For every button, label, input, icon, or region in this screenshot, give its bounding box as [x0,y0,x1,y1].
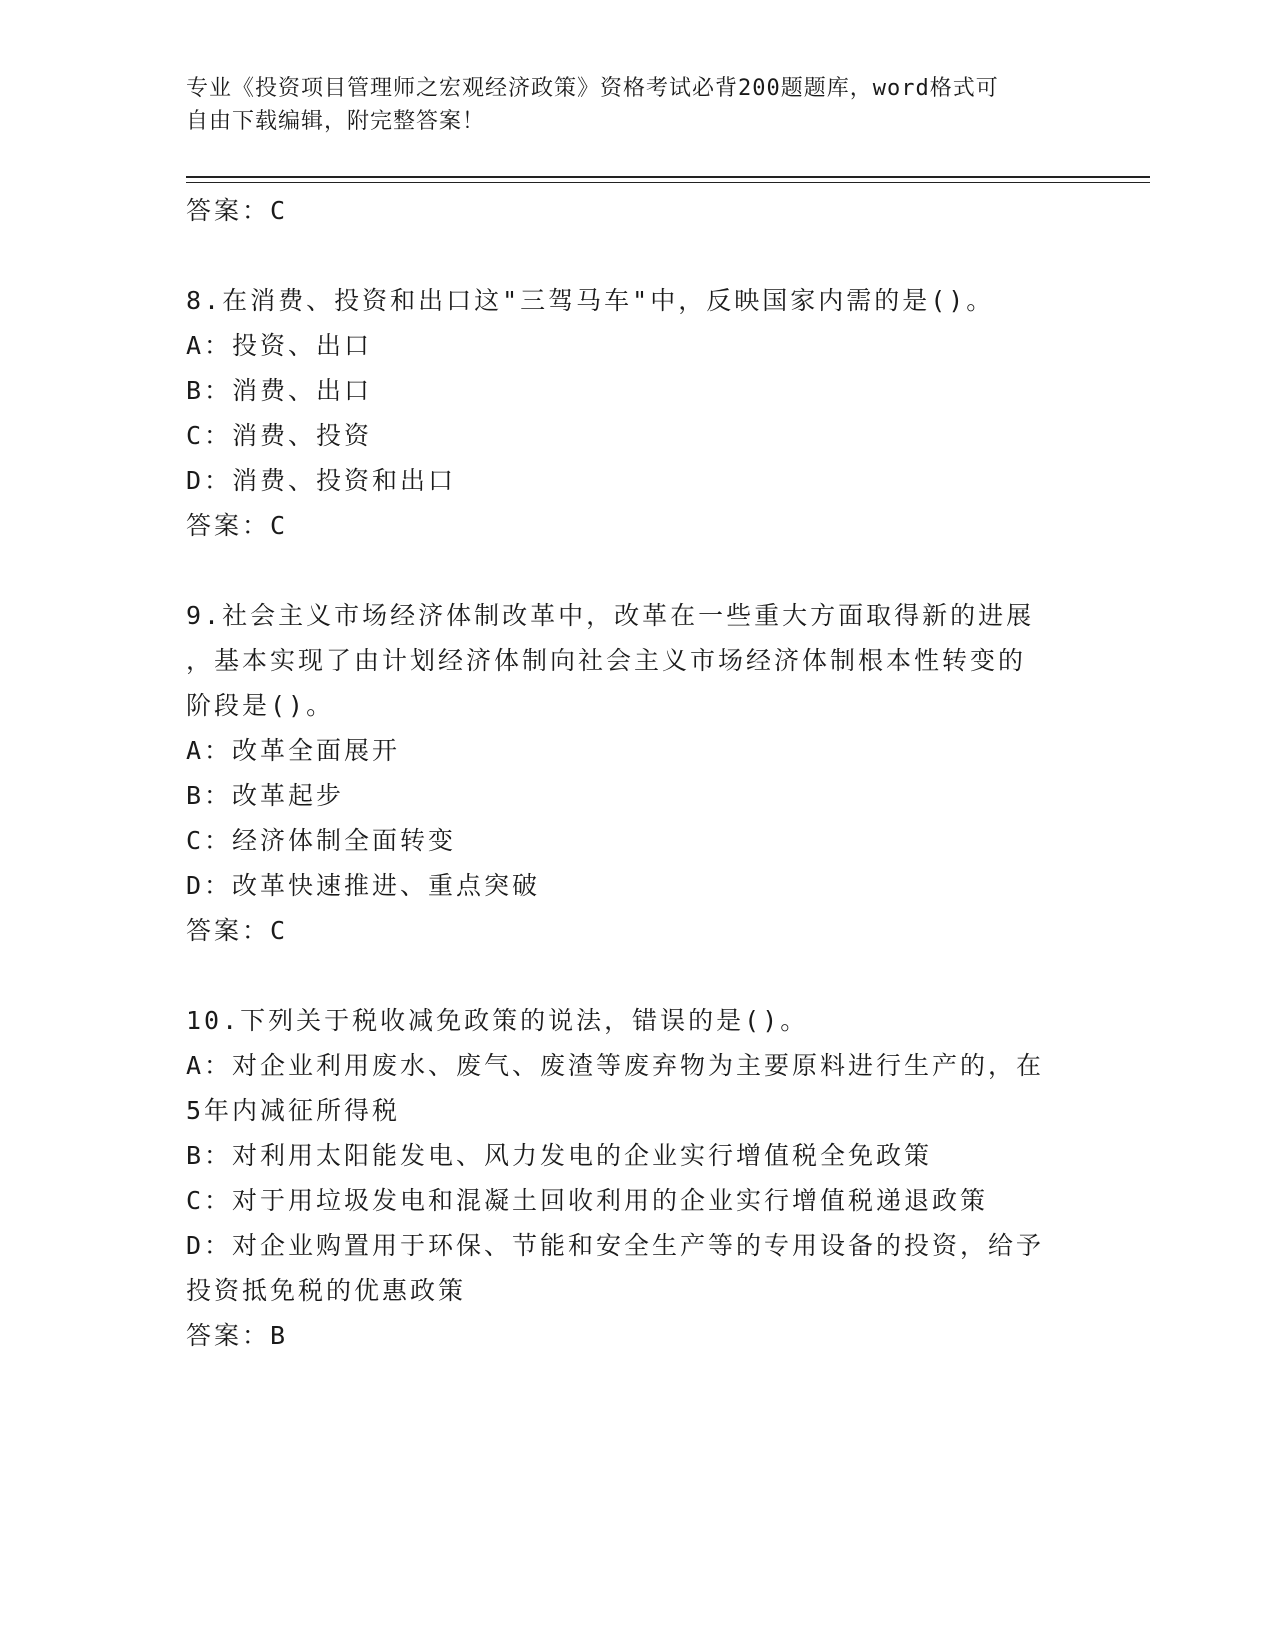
option-b: B：消费、出口 [186,376,373,405]
option-c: C：消费、投资 [186,421,373,450]
option-a-line-1: A：对企业利用废水、废气、废渣等废弃物为主要原料进行生产的，在 [186,1051,1045,1080]
option-c: C：对于用垃圾发电和混凝土回收利用的企业实行增值税递退政策 [186,1186,989,1215]
option-a: A：改革全面展开 [186,736,401,765]
question-stem-line-2: ，基本实现了由计划经济体制向社会主义市场经济体制根本性转变的 [186,646,1027,675]
option-a: A：投资、出口 [186,331,373,360]
answer-q10: 答案：B [186,1321,289,1350]
question-stem-line-1: 9.社会主义市场经济体制改革中，改革在一些重大方面取得新的进展 [186,601,1035,630]
question-10 [186,998,1086,1358]
answer-q7: 答案：C [186,196,289,225]
answer-q8: 答案：C [186,511,289,540]
answer-q9: 答案：C [186,916,289,945]
option-b: B：改革起步 [186,781,345,810]
header-divider-thick [186,176,1150,178]
option-d: D：消费、投资和出口 [186,466,457,495]
header-line-1: 专业《投资项目管理师之宏观经济政策》资格考试必背200题题库，word格式可 [186,76,999,101]
question-stem: 8.在消费、投资和出口这"三驾马车"中，反映国家内需的是()。 [186,286,995,315]
header-divider-thin [186,182,1150,183]
question-9 [186,593,1086,953]
question-stem-line-3: 阶段是()。 [186,691,335,720]
question-stem: 10.下列关于税收减免政策的说法，错误的是()。 [186,1006,809,1035]
option-d-line-1: D：对企业购置用于环保、节能和安全生产等的专用设备的投资，给予 [186,1231,1045,1260]
question-8 [186,278,1086,548]
option-a-line-2: 5年内减征所得税 [186,1096,401,1125]
option-d: D：改革快速推进、重点突破 [186,871,541,900]
option-d-line-2: 投资抵免税的优惠政策 [186,1276,467,1305]
header-line-2: 自由下载编辑，附完整答案！ [186,109,486,134]
document-header [186,72,1076,138]
option-b: B：对利用太阳能发电、风力发电的企业实行增值税全免政策 [186,1141,933,1170]
question-list [186,188,1086,1358]
option-c: C：经济体制全面转变 [186,826,457,855]
